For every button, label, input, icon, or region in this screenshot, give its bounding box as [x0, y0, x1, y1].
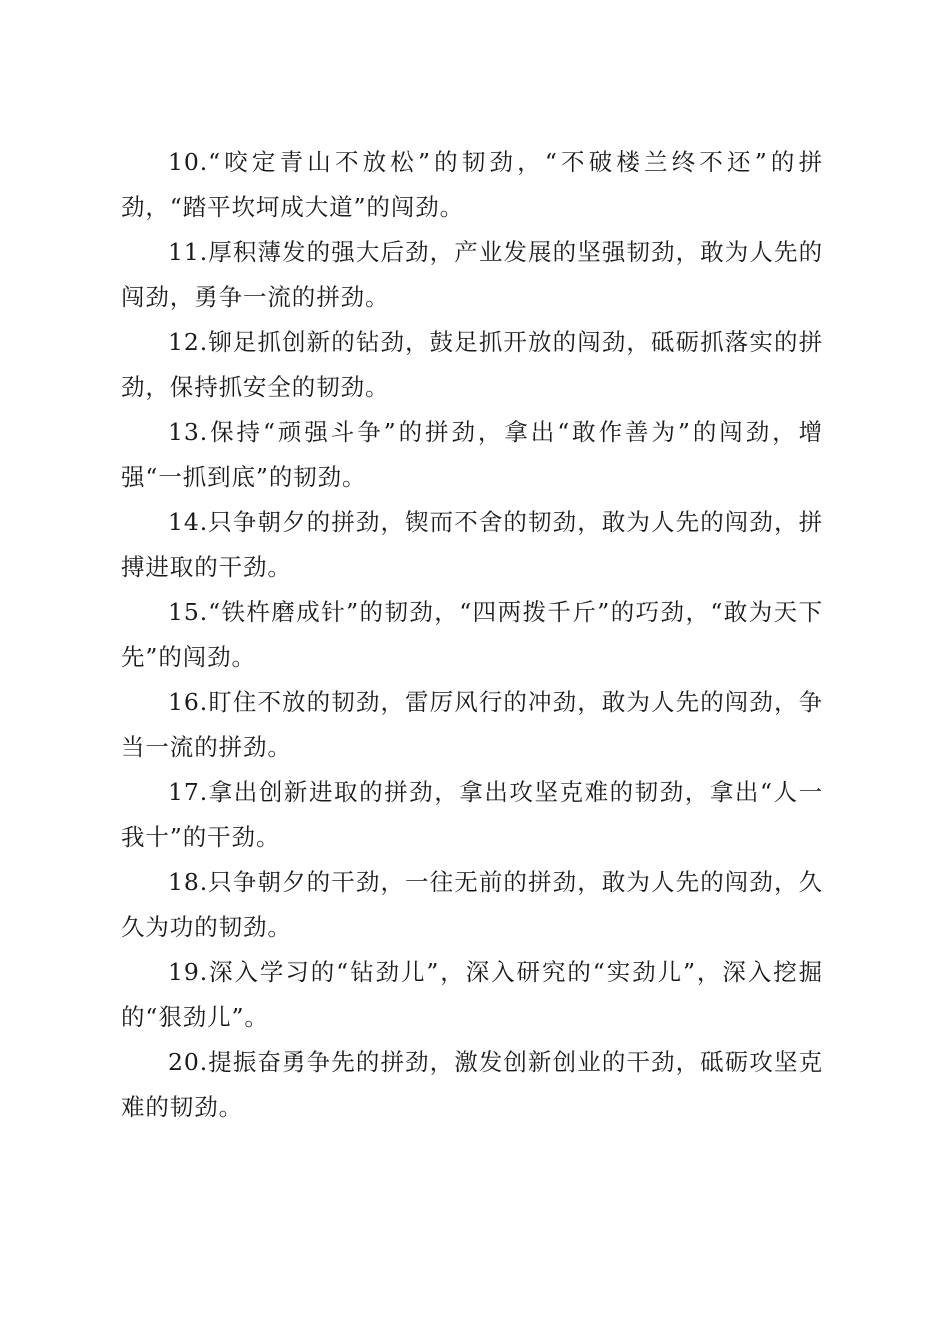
paragraph-item: 10.“咬定青山不放松”的韧劲，“不破楼兰终不还”的拼劲，“踏平坎坷成大道”的闯劲。	[121, 148, 823, 221]
paragraph-item: 13.保持“顽强斗争”的拼劲，拿出“敢作善为”的闯劲，增强“一抓到底”的韧劲。	[121, 418, 823, 491]
paragraph-item: 20.提振奋勇争先的拼劲，激发创新创业的干劲，砥砺攻坚克难的韧劲。	[121, 1048, 823, 1121]
paragraph-item: 11.厚积薄发的强大后劲，产业发展的坚强韧劲，敢为人先的闯劲，勇争一流的拼劲。	[121, 238, 823, 311]
paragraph-item: 18.只争朝夕的干劲，一往无前的拼劲，敢为人先的闯劲，久久为功的韧劲。	[121, 868, 823, 941]
paragraph-item: 14.只争朝夕的拼劲，锲而不舍的韧劲，敢为人先的闯劲，拼搏进取的干劲。	[121, 508, 823, 581]
paragraph-item: 16.盯住不放的韧劲，雷厉风行的冲劲，敢为人先的闯劲，争当一流的拼劲。	[121, 688, 823, 761]
paragraph-item: 19.深入学习的“钻劲儿”，深入研究的“实劲儿”，深入挖掘的“狠劲儿”。	[121, 958, 823, 1031]
paragraph-item: 17.拿出创新进取的拼劲，拿出攻坚克难的韧劲，拿出“人一我十”的干劲。	[121, 778, 823, 851]
paragraph-item: 12.铆足抓创新的钻劲，鼓足抓开放的闯劲，砥砺抓落实的拼劲，保持抓安全的韧劲。	[121, 328, 823, 401]
paragraph-item: 15.“铁杵磨成针”的韧劲，“四两拨千斤”的巧劲，“敢为天下先”的闯劲。	[121, 598, 823, 671]
document-body	[121, 140, 823, 1130]
